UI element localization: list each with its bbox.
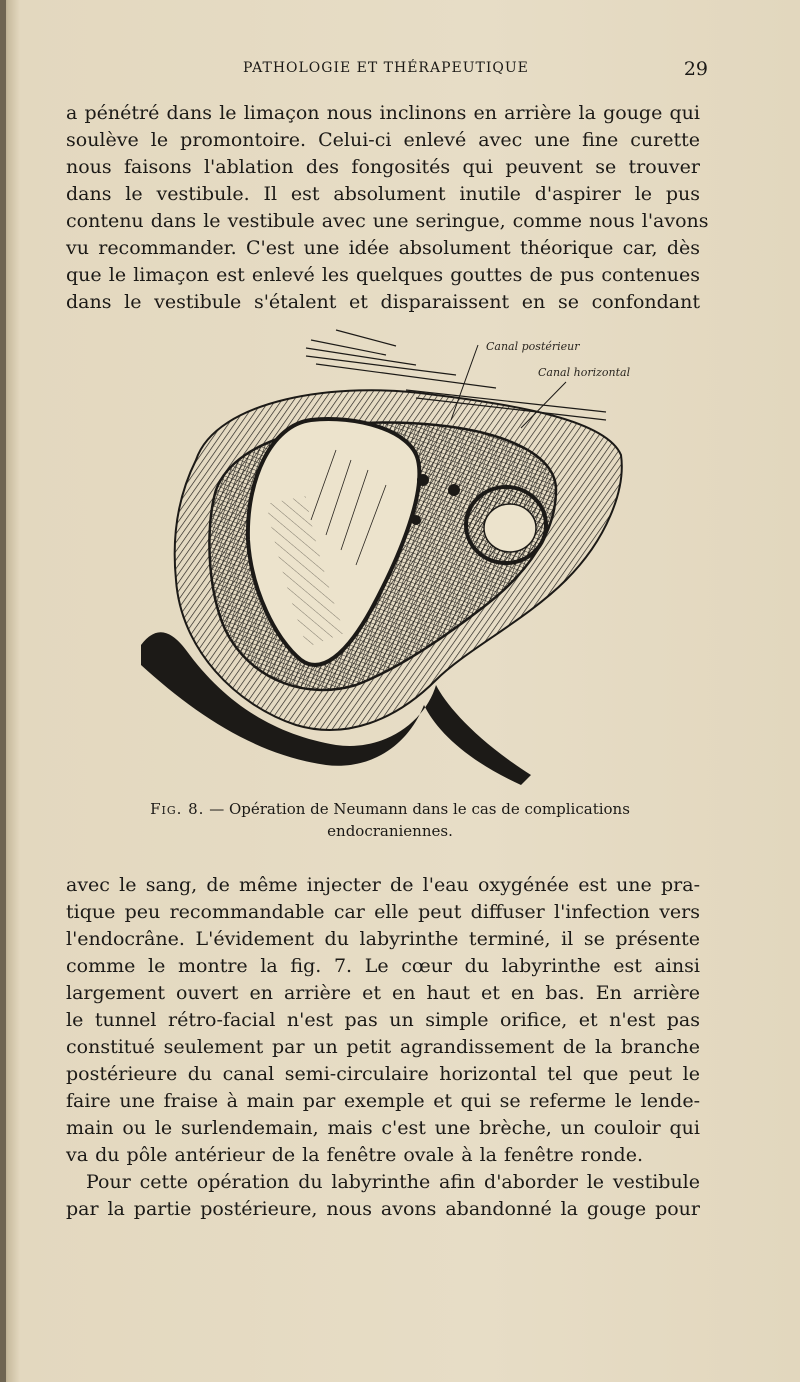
text-line: par la partie postérieure, nous avons abandonné la gouge pour — [66, 1198, 700, 1220]
running-head — [60, 58, 708, 82]
text-line: main ou le surlendemain, mais c'est une brèche, un couloir qui — [66, 1117, 700, 1139]
caption-line-2: endocraniennes. — [327, 822, 453, 840]
text-line: nous faisons l'ablation des fongosités qui peuvent se trouver — [66, 156, 700, 178]
anatomical-figure — [136, 320, 636, 790]
text-line: postérieure du canal semi-circulaire horizontal tel que peut le — [66, 1063, 700, 1085]
text-line: contenu dans le vestibule avec une seringue, comme nous l'avons — [66, 210, 709, 232]
text-line: a pénétré dans le limaçon nous inclinons en arrière la gouge qui — [66, 102, 700, 124]
caption-fig-label: Fig. 8. — [150, 800, 205, 818]
text-line: largement ouvert en arrière et en haut et en bas. En arrière — [66, 982, 700, 1004]
text-line: Pour cette opération du labyrinthe afin d'aborder le vestibule — [86, 1171, 700, 1193]
figure-caption — [90, 798, 690, 842]
label-canal-posterieur: Canal postérieur — [486, 340, 580, 353]
text-line: dans le vestibule s'étalent et disparaissent en se confondant — [66, 291, 700, 313]
label-canal-horizontal: Canal horizontal — [538, 366, 631, 379]
text-line: constitué seulement par un petit agrandissement de la branche — [66, 1036, 700, 1058]
top-paragraph — [66, 100, 709, 316]
labyrinth-illustration — [136, 320, 636, 790]
text-line: faire une fraise à main par exemple et qui se referme le lende- — [66, 1090, 700, 1112]
text-line: le tunnel rétro-facial n'est pas un simple orifice, et n'est pas — [66, 1009, 700, 1031]
text-line: que le limaçon est enlevé les quelques gouttes de pus contenues — [66, 264, 700, 286]
text-line: l'endocrâne. L'évidement du labyrinthe terminé, il se présente — [66, 928, 700, 950]
bottom-paragraph — [66, 872, 700, 1223]
text-line: dans le vestibule. Il est absolument inutile d'aspirer le pus — [66, 183, 700, 205]
caption-line-1 — [90, 798, 690, 820]
text-line: soulève le promontoire. Celui-ci enlevé avec une fine curette — [66, 129, 700, 151]
text-line: tique peu recommandable car elle peut diffuser l'infection vers — [66, 901, 700, 923]
page-number: 29 — [683, 58, 708, 80]
text-line: comme le montre la fig. 7. Le cœur du labyrinthe est ainsi — [66, 955, 700, 977]
text-line: avec le sang, de même injecter de l'eau oxygénée est une pra- — [66, 874, 700, 896]
text-line: vu recommander. C'est une idée absolument théorique car, dès — [66, 237, 700, 259]
text-line: va du pôle antérieur de la fenêtre ovale à la fenêtre ronde. — [66, 1144, 643, 1166]
running-title: PATHOLOGIE ET THÉRAPEUTIQUE — [243, 60, 529, 76]
caption-text: — Opération de Neumann dans le cas de complications — [204, 800, 630, 818]
